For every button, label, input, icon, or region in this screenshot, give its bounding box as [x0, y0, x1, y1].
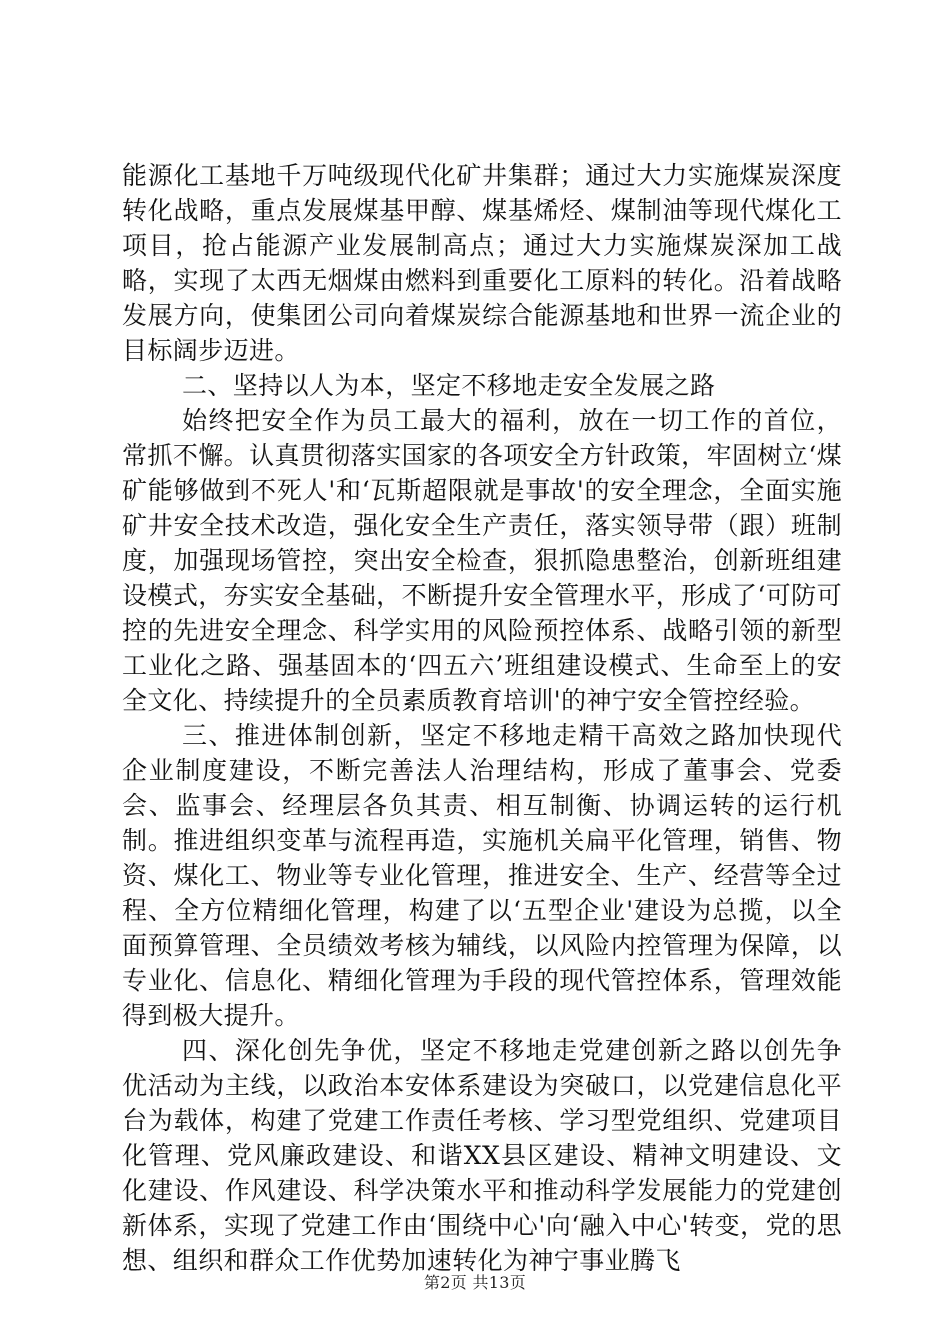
section-heading-safety: 二、坚持以人为本，坚定不移地走安全发展之路 [182, 371, 716, 400]
paragraph-party-building: 四、深化创先争优，坚定不移地走党建创新之路以创先争优活动为主线，以政治本安体系建设为突破口，以党建信息化平台为载体，构建了党建工作责任考核、学习型党组织、党建项目化管理、党风廉政建设、和谐XX县区建设、精神文明建设、文化建设、作风建设、科学决策水平和推动科学发展能力的党建创新体系，实现了党建工作由‘围绕中心'向‘融入中心'转变，党的思想、组织和群众工作优势加速转化为神宁事业腾飞 [122, 1036, 842, 1275]
document-body [122, 158, 842, 1278]
paragraph-safety: 始终把安全作为员工最大的福利，放在一切工作的首位，常抓不懈。认真贯彻落实国家的各项安全方针政策，牢固树立‘煤矿能够做到不死人'和‘瓦斯超限就是事故'的安全理念，全面实施矿井安全技术改造，强化安全生产责任，落实领导带（跟）班制度，加强现场管控，突出安全检查，狠抓隐患整治，创新班组建设模式，夯实安全基础，不断提升安全管理水平，形成了‘可防可控的先进安全理念、科学实用的风险预控体系、战略引领的新型工业化之路、强基固本的‘四五六’班组建设模式、生命至上的安全文化、持续提升的全员素质教育培训'的神宁安全管控经验。 [122, 406, 842, 715]
paragraph-system-innovation: 三、推进体制创新，坚定不移地走精干高效之路加快现代企业制度建设，不断完善法人治理结构，形成了董事会、党委会、监事会、经理层各负其责、相互制衡、协调运转的运行机制。推进组织变革与流程再造，实施机关扁平化管理，销售、物资、煤化工、物业等专业化管理，推进安全、生产、经营等全过程、全方位精细化管理，构建了以‘五型企业'建设为总揽，以全面预算管理、全员绩效考核为辅线，以风险内控管理为保障，以专业化、信息化、精细化管理为手段的现代管控体系，管理效能得到极大提升。 [122, 721, 842, 1030]
paragraph-continuation: 能源化工基地千万吨级现代化矿井集群；通过大力实施煤炭深度转化战略，重点发展煤基甲醇、煤基烯烃、煤制油等现代煤化工项目，抢占能源产业发展制高点；通过大力实施煤炭深加工战略，实现了太西无烟煤由燃料到重要化工原料的转化。沿着战略发展方向，使集团公司向着煤炭综合能源基地和世界一流企业的目标阔步迈进。 [122, 161, 842, 365]
page-footer: 第2页 共13页 [423, 1273, 527, 1292]
